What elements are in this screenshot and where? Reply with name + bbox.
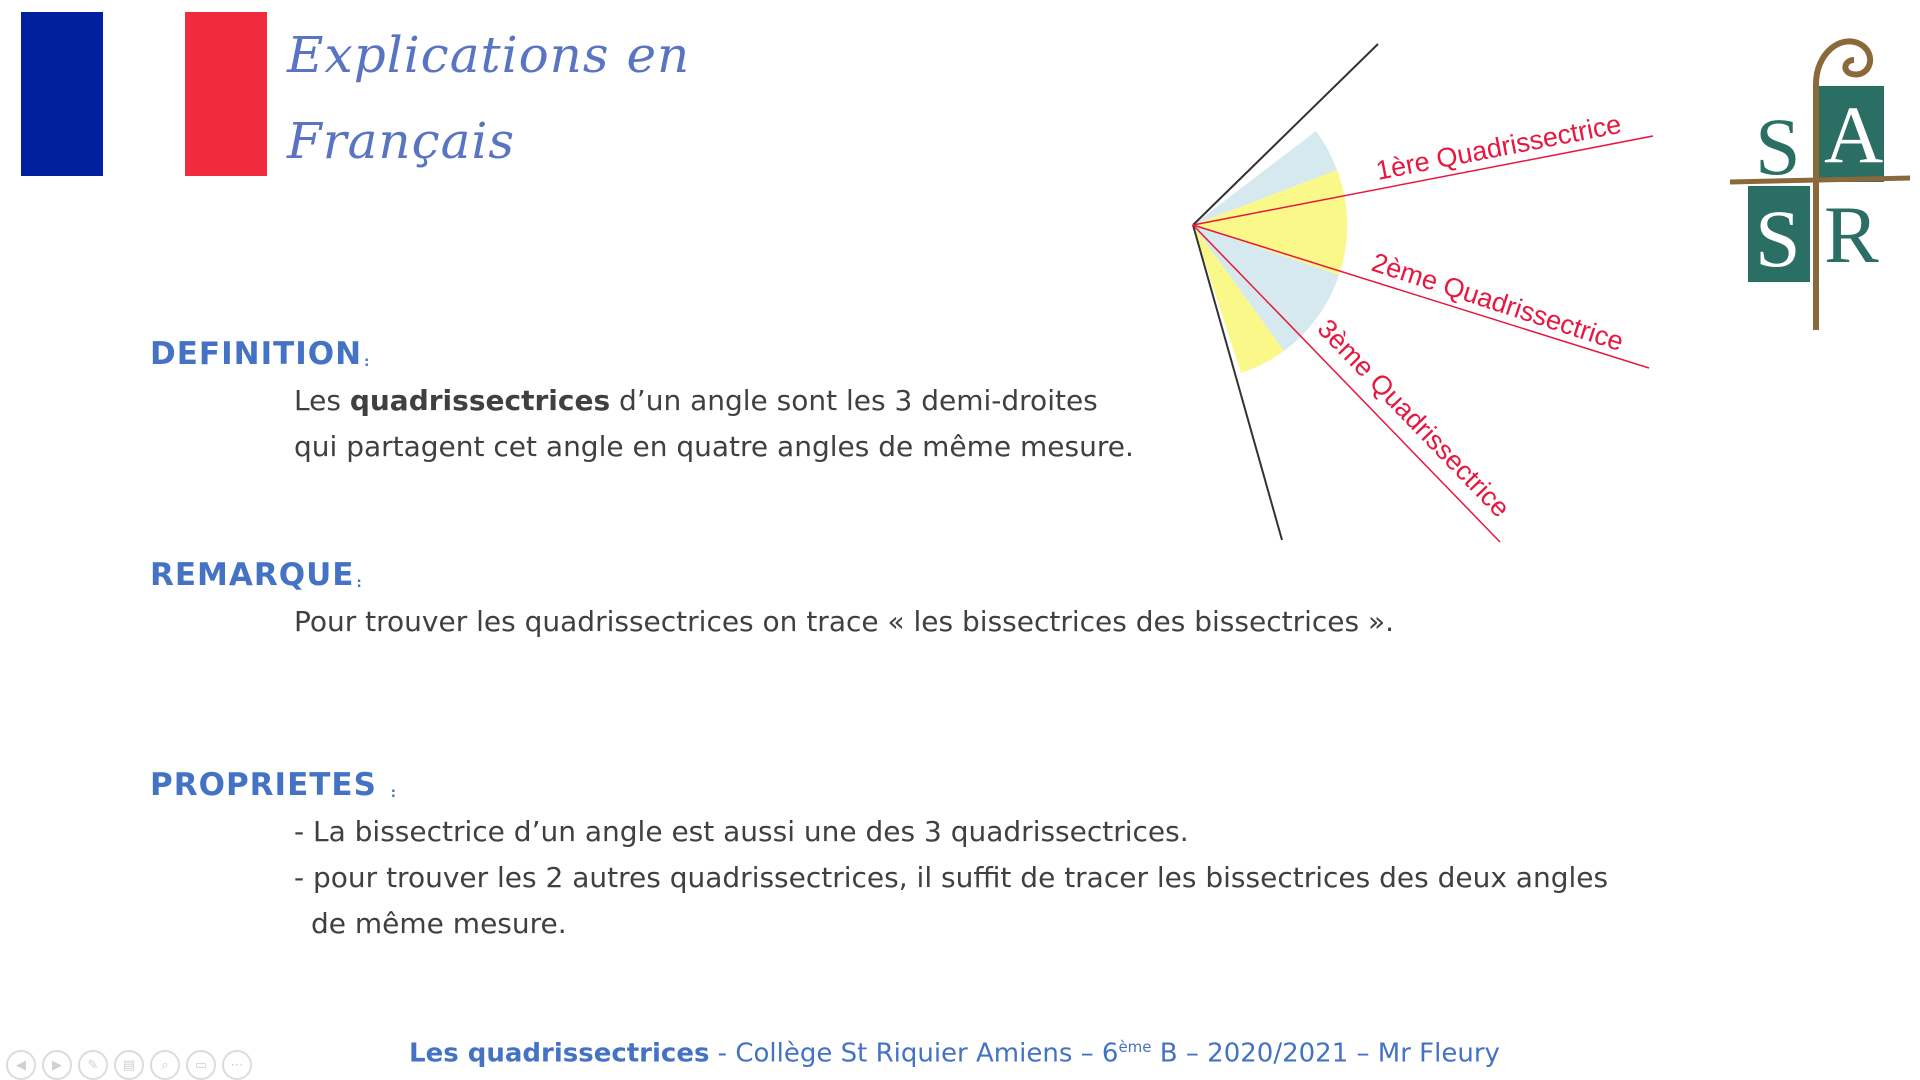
proprietes-heading: [150, 767, 397, 803]
header-title-line2: Français: [287, 112, 516, 170]
proprietes-heading-text: PROPRIETES: [150, 767, 377, 803]
definition-colon: :: [364, 355, 371, 370]
remarque-colon: :: [356, 576, 363, 591]
definition-line1-pre: Les: [294, 384, 350, 417]
quadrisector-diagram: [1180, 30, 1700, 550]
flag-red-stripe: [185, 12, 267, 176]
definition-heading-text: DEFINITION: [150, 336, 363, 372]
logo-letter-s1: S: [1755, 101, 1801, 192]
remarque-heading-text: REMARQUE: [150, 557, 355, 593]
definition-line1: [294, 384, 1098, 417]
crozier-icon: [1816, 41, 1870, 330]
pen-icon[interactable]: ✎: [78, 1050, 108, 1080]
next-icon[interactable]: ▶: [42, 1050, 72, 1080]
definition-term: quadrissectrices: [349, 384, 611, 417]
slide-footer: [409, 1038, 1500, 1069]
proprietes-line2: - pour trouver les 2 autres quadrissectrices, il suffit de tracer les bissectrices des deux angles: [294, 861, 1609, 894]
school-logo: [1720, 14, 1920, 334]
quadrisector-label-3: 3ème Quadrissectrice: [1311, 313, 1516, 524]
prev-icon[interactable]: ◀: [6, 1050, 36, 1080]
logo-letter-s2: S: [1755, 193, 1801, 284]
footer-sup: ème: [1118, 1038, 1152, 1056]
proprietes-colon: :: [390, 786, 397, 801]
proprietes-line1: - La bissectrice d’un angle est aussi une des 3 quadrissectrices.: [294, 815, 1189, 848]
quadrisector-label-1: 1ère Quadrissectrice: [1373, 108, 1624, 186]
subtitle-icon[interactable]: ▭: [186, 1050, 216, 1080]
footer-part2: B – 2020/2021 – Mr Fleury: [1151, 1038, 1500, 1069]
logo-letter-r: R: [1824, 189, 1879, 280]
definition-line2: qui partagent cet angle en quatre angles de même mesure.: [294, 430, 1134, 463]
header-title-line1: Explications en: [287, 26, 691, 84]
zoom-icon[interactable]: ⌕: [150, 1050, 180, 1080]
presentation-controls: [6, 1050, 252, 1080]
definition-heading: [150, 336, 370, 372]
footer-part1: - Collège St Riquier Amiens – 6: [709, 1038, 1119, 1069]
more-icon[interactable]: ⋯: [222, 1050, 252, 1080]
logo-letter-a: A: [1824, 89, 1884, 180]
footer-title: Les quadrissectrices: [409, 1038, 710, 1069]
quadrisector-label-2: 2ème Quadrissectrice: [1368, 247, 1628, 357]
remarque-heading: [150, 557, 363, 593]
remarque-line1: Pour trouver les quadrissectrices on trace « les bissectrices des bissectrices ».: [294, 605, 1394, 638]
slides-icon[interactable]: ▤: [114, 1050, 144, 1080]
definition-line1-post: d’un angle sont les 3 demi-droites: [610, 384, 1098, 417]
proprietes-line3: de même mesure.: [311, 907, 567, 940]
flag-blue-stripe: [21, 12, 103, 176]
